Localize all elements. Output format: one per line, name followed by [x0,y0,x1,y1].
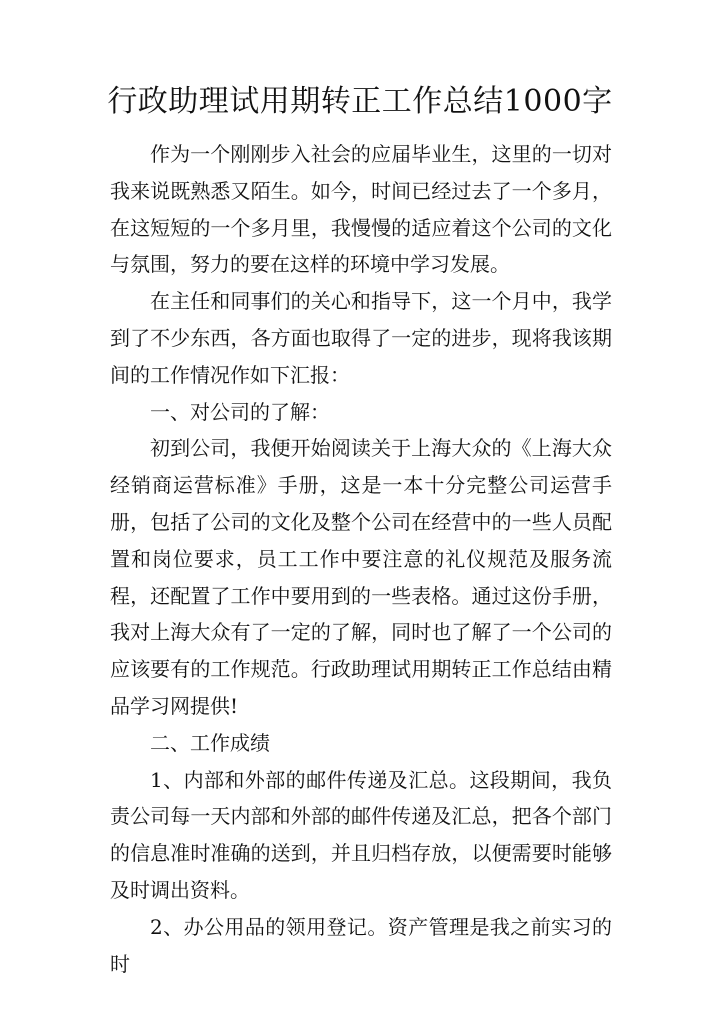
paragraph-supplies: 2、办公用品的领用登记。资产管理是我之前实习的时 [110,914,612,976]
document-body [110,136,612,982]
section-heading-achievements: 二、工作成绩 [150,730,270,755]
paragraph-company: 初到公司，我便开始阅读关于上海大众的《上海大众经销商运营标准》手册，这是一本十分完整公司运营手册，包括了公司的文化及整个公司在经营中的一些人员配置和岗位要求，员工工作中要注意的礼仪规范及服务流程，还配置了工作中要用到的一些表格。通过这份手册，我对上海大众有了一定的了解，同时也了解了一个公司的应该要有的工作规范。行政助理试用期转正工作总结由精品学习网提供! [110,436,612,718]
section-heading-company: 一、对公司的了解： [150,399,330,424]
paragraph-intro: 作为一个刚刚步入社会的应届毕业生，这里的一切对我来说既熟悉又陌生。如今，时间已经过去了一个多月，在这短短的一个多月里，我慢慢的适应着这个公司的文化与氛围，努力的要在这样的环境中学习发展。 [110,142,612,277]
paragraph-mail: 1、内部和外部的邮件传递及汇总。这段期间，我负责公司每一天内部和外部的邮件传递及汇总，把各个部门的信息准时准确的送到，并且归档存放，以便需要时能够及时调出资料。 [110,767,612,902]
paragraph-overview: 在主任和同事们的关心和指导下，这一个月中，我学到了不少东西，各方面也取得了一定的进步，现将我该期间的工作情况作如下汇报： [110,289,612,387]
document-title: 行政助理试用期转正工作总结1000字 [107,84,613,119]
